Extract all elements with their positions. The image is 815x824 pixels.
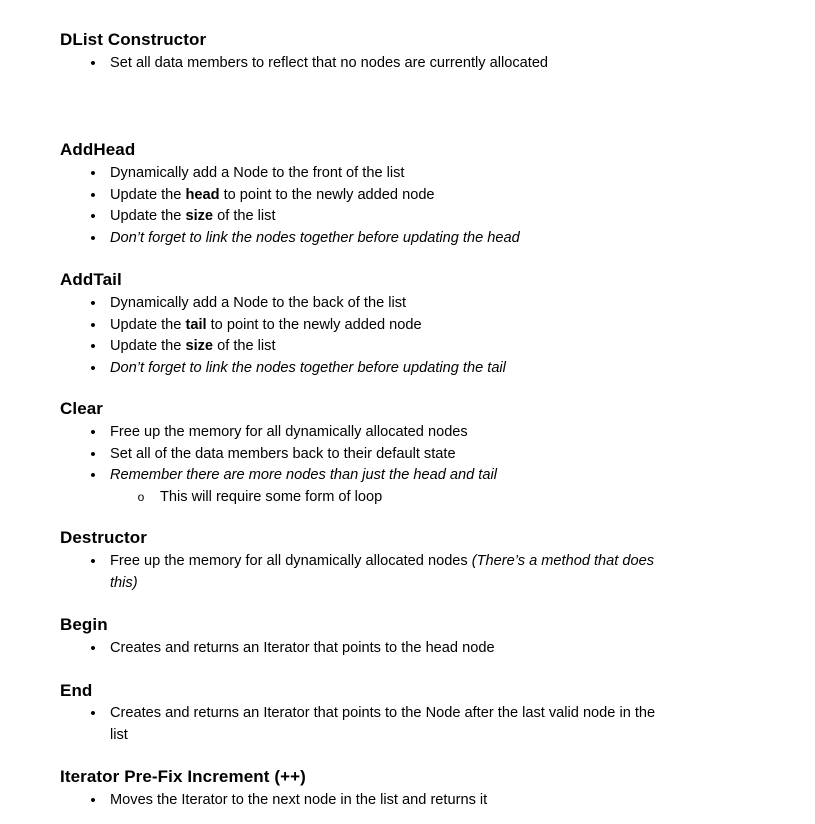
list-item: • Remember there are more nodes than just the head and tail	[60, 465, 760, 487]
list-item: • Dynamically add a Node to the back of the list	[60, 293, 760, 315]
section-title: AddTail	[60, 270, 122, 289]
section-dlist-constructor	[60, 30, 760, 75]
bullet-list	[60, 53, 760, 75]
section-end	[60, 681, 760, 746]
list-item: • Set all data members to reflect that no nodes are currently allocated	[60, 53, 760, 75]
section-title: Clear	[60, 399, 104, 418]
bullet-list	[60, 163, 760, 249]
list-item: • Creates and returns an Iterator that points to the Node after the last valid node in the list	[60, 703, 760, 746]
bullet-icon	[88, 703, 98, 726]
sub-list-item: o This will require some form of loop	[60, 487, 760, 507]
section-title: Begin	[60, 615, 108, 634]
list-item: • Creates and returns an Iterator that points to the head node	[60, 638, 760, 660]
bullet-icon	[88, 53, 98, 76]
hollow-bullet-icon	[136, 487, 146, 507]
section-title: AddHead	[60, 140, 136, 159]
section-iterator-prefix-increment	[60, 767, 760, 812]
list-item: • Dynamically add a Node to the front of the list	[60, 163, 760, 185]
bullet-list	[60, 422, 760, 507]
bullet-icon	[88, 551, 98, 574]
bullet-icon	[88, 228, 98, 251]
list-item: • Update the head to point to the newly added node	[60, 185, 760, 207]
section-addhead	[60, 140, 760, 249]
bullet-icon	[88, 638, 98, 661]
bullet-icon	[88, 163, 98, 186]
bullet-list	[60, 790, 760, 812]
list-item: • Free up the memory for all dynamically allocated nodes	[60, 422, 760, 444]
section-title: End	[60, 681, 93, 700]
list-item: • Don’t forget to link the nodes together before updating the tail	[60, 358, 760, 380]
bullet-list	[60, 551, 760, 594]
list-item: • Update the size of the list	[60, 336, 760, 358]
section-clear	[60, 399, 760, 507]
section-destructor	[60, 528, 760, 594]
bullet-icon	[88, 465, 98, 488]
bullet-icon	[88, 206, 98, 229]
bullet-list	[60, 638, 760, 660]
bullet-icon	[88, 336, 98, 359]
list-item: • Set all of the data members back to their default state	[60, 444, 760, 466]
bullet-list	[60, 293, 760, 379]
bullet-icon	[88, 422, 98, 445]
section-title: Destructor	[60, 528, 147, 547]
bullet-icon	[88, 444, 98, 467]
section-title: DList Constructor	[60, 30, 207, 49]
section-title: Iterator Pre-Fix Increment (++)	[60, 767, 306, 786]
bullet-icon	[88, 293, 98, 316]
bullet-icon	[88, 185, 98, 208]
section-addtail	[60, 270, 760, 379]
list-item: • Moves the Iterator to the next node in the list and returns it	[60, 790, 760, 812]
list-item: • Don’t forget to link the nodes together before updating the head	[60, 228, 760, 250]
list-item: • Update the size of the list	[60, 206, 760, 228]
bullet-icon	[88, 790, 98, 813]
section-begin	[60, 615, 760, 660]
list-item: • Free up the memory for all dynamically allocated nodes (There’s a method that does this)	[60, 551, 760, 594]
bullet-icon	[88, 315, 98, 338]
bullet-list	[60, 703, 760, 746]
bullet-icon	[88, 358, 98, 381]
list-item: • Update the tail to point to the newly added node	[60, 315, 760, 337]
